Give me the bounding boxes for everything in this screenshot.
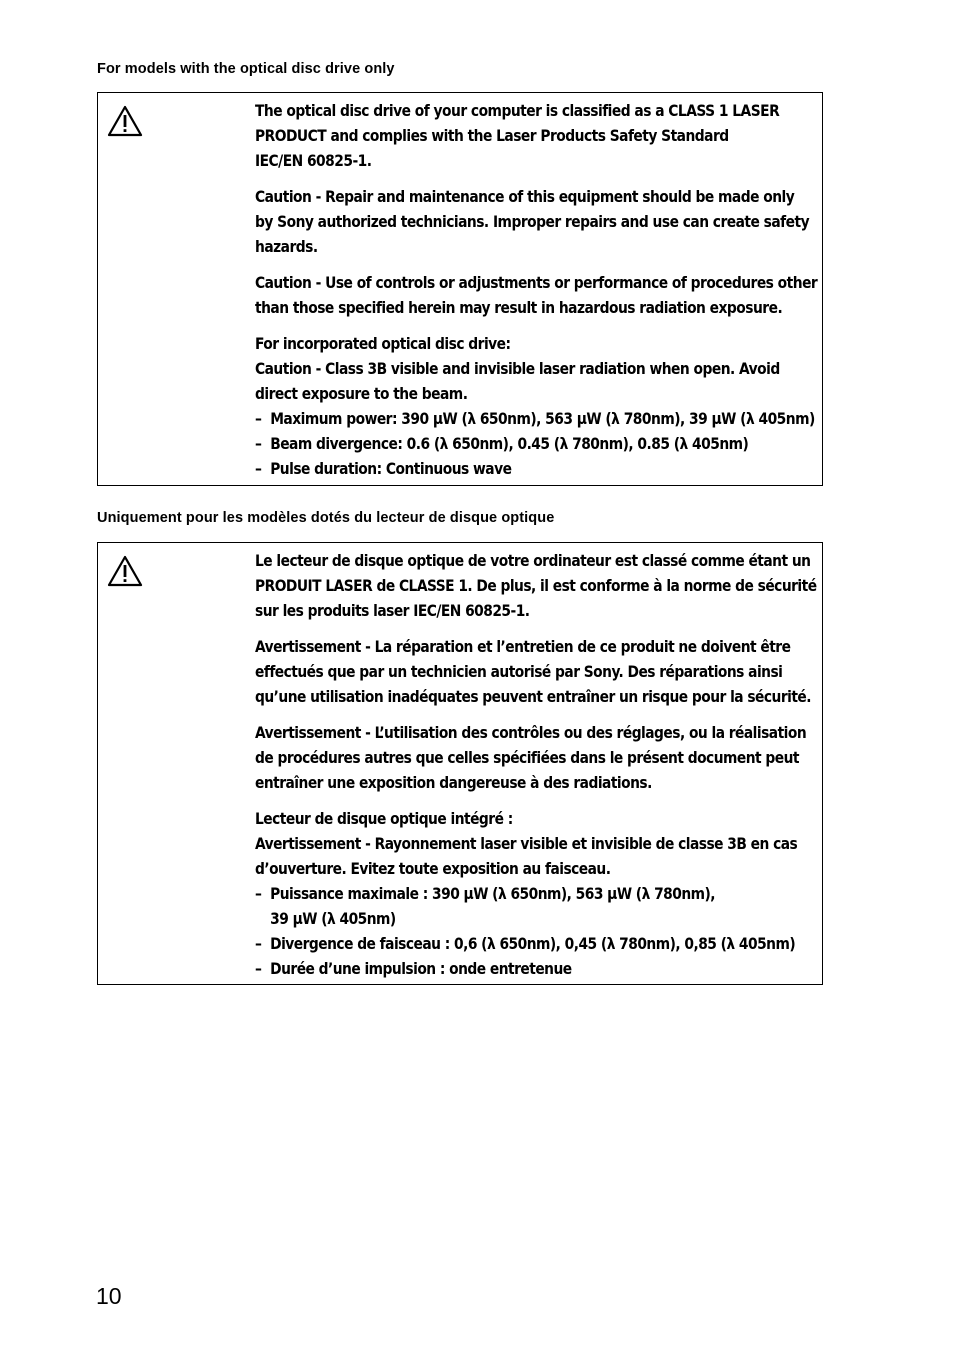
class1-statement: [255, 98, 789, 173]
bullet-dash: –: [255, 884, 262, 903]
list-item-text: 39 µW (λ 405nm): [270, 909, 396, 928]
list-item-text: Pulse duration: Continuous wave: [270, 459, 512, 478]
text-line: Caution - Use of controls or adjustments or performance of procedures other: [255, 273, 818, 292]
text-line: entraîner une exposition dangereuse à des radiations.: [255, 773, 652, 792]
bullet-dash: –: [255, 409, 262, 428]
text-line: PRODUIT LASER de CLASSE 1. De plus, il est conforme à la norme de sécurité: [255, 576, 817, 595]
list-item: [255, 931, 796, 956]
text-line: direct exposure to the beam.: [255, 384, 468, 403]
section-heading-english: For models with the optical disc drive only: [97, 61, 395, 77]
repair-caution: [255, 184, 810, 259]
bullet-dash: –: [255, 959, 262, 978]
text-line: Lecteur de disque optique intégré :: [255, 809, 513, 828]
text-line: Caution - Repair and maintenance of this equipment should be made only: [255, 187, 795, 206]
text-line: Caution - Class 3B visible and invisible laser radiation when open. Avoid: [255, 359, 780, 378]
text-line: For incorporated optical disc drive:: [255, 334, 511, 353]
list-item-text: Puissance maximale : 390 µW (λ 650nm), 563 µW (λ 780nm),: [270, 884, 716, 903]
laser-spec-list: [255, 881, 796, 981]
radiation-caution: [255, 806, 798, 881]
warning-triangle-icon: [107, 105, 143, 137]
page-number: 10: [96, 1283, 122, 1309]
text-line: Le lecteur de disque optique de votre ordinateur est classé comme étant un: [255, 551, 811, 570]
text-line: The optical disc drive of your computer is classified as a CLASS 1 LASER: [255, 101, 780, 120]
text-line: PRODUCT and complies with the Laser Products Safety Standard: [255, 126, 729, 145]
text-line: Avertissement - Rayonnement laser visible et invisible de classe 3B en cas: [255, 834, 798, 853]
text-line: sur les produits laser IEC/EN 60825-1.: [255, 601, 530, 620]
text-line: d’ouverture. Evitez toute exposition au faisceau.: [255, 859, 611, 878]
laser-warning-box-english: [97, 92, 823, 486]
list-item-text: Beam divergence: 0.6 (λ 650nm), 0.45 (λ 780nm), 0.85 (λ 405nm): [270, 434, 749, 453]
list-item: [255, 431, 789, 456]
list-item: [255, 881, 788, 931]
class1-statement: [255, 548, 817, 623]
list-item-text: Divergence de faisceau : 0,6 (λ 650nm), 0,45 (λ 780nm), 0,85 (λ 405nm): [270, 934, 796, 953]
bullet-dash: –: [255, 459, 262, 478]
bullet-dash: –: [255, 934, 262, 953]
text-line: hazards.: [255, 237, 318, 256]
text-line: qu’une utilisation inadéquates peuvent entraîner un risque pour la sécurité.: [255, 687, 812, 706]
warning-triangle-icon: [107, 555, 143, 587]
text-line: Avertissement - L’utilisation des contrôles ou des réglages, ou la réalisation: [255, 723, 807, 742]
text-line: IEC/EN 60825-1.: [255, 151, 372, 170]
list-item: [255, 456, 789, 481]
text-line: than those specified herein may result in hazardous radiation exposure.: [255, 298, 783, 317]
bullet-dash: –: [255, 434, 262, 453]
radiation-caution: [255, 331, 789, 406]
controls-caution: [255, 270, 818, 320]
warning-text-french: [255, 548, 817, 981]
section-heading-french: Uniquement pour les modèles dotés du lecteur de disque optique: [97, 510, 555, 526]
list-item-text: Maximum power: 390 µW (λ 650nm), 563 µW (λ 780nm), 39 µW (λ 405nm): [270, 409, 815, 428]
warning-text-english: [255, 98, 818, 481]
laser-spec-list: [255, 406, 815, 481]
text-line: effectués que par un technicien autorisé par Sony. Des réparations ainsi: [255, 662, 783, 681]
list-item: [255, 406, 815, 431]
controls-caution: [255, 720, 807, 795]
text-line: Avertissement - La réparation et l’entretien de ce produit ne doivent être: [255, 637, 791, 656]
list-item: [255, 956, 788, 981]
text-line: by Sony authorized technicians. Improper repairs and use can create safety: [255, 212, 810, 231]
repair-caution: [255, 634, 812, 709]
laser-warning-box-french: [97, 542, 823, 985]
list-item-text: Durée d’une impulsion : onde entretenue: [270, 959, 572, 978]
text-line: de procédures autres que celles spécifiées dans le présent document peut: [255, 748, 799, 767]
